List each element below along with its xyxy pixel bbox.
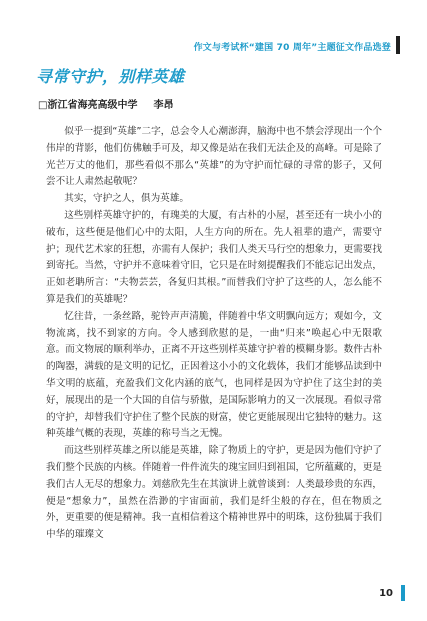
paragraph: 而这些别样英雄之所以能是英雄，除了物质上的守护，更是因为他们守护了我们整个民族的内核。伴随着一件件流失的瑰宝回归到祖国，它所蕴藏的，更是我们古人无尽的想象力。刘慈欣先生在其演讲上就曾谈到：人类最珍贵的东西，便是“想象力”，虽然在浩渺的宇宙面前，我们是纤尘般的存在，但在物质之外，更重要的便是精神。我一直相信着这个精神世界中的明珠，这份独属于我们中华的璀璨文 — [46, 445, 382, 541]
paragraph: 似乎一提到“英雄”二字，总会令人心潮澎湃，脑海中也不禁会浮现出一个个伟岸的背影，他们仿佛触手可及，却又像是站在我们无法企及的高峰。可是除了光芒万丈的他们，那些看似不那么“英雄”的为守护而忙碌的寻常的影子，又何尝不让人肃然起敬呢？ — [46, 126, 382, 188]
author-name: 李昂 — [153, 100, 174, 111]
header-bar — [396, 36, 400, 54]
article-title: 寻常守护，别样英雄 — [36, 67, 185, 86]
running-head: 作文与考试杯“建国 70 周年”主题征文作品选登 — [193, 43, 391, 53]
page-number: 10 — [379, 588, 393, 599]
article-body — [46, 124, 382, 544]
paragraph: 忆往昔，一条丝路，驼铃声声清脆，伴随着中华文明飘向远方；观如今，文物流离，找不到家的方向。令人感到欣慰的是，一曲“归来”唤起心中无限歌意。而文物展的顺利举办，正离不开这些别样英雄守护着的模糊身影。数件古朴的陶器，满载的是文明的记忆，正因着这小小的文化载体，我们才能够品读到中华文明的底蕴，充盈我们文化内涵的底气，也同样是因为守护住了这尘封的美好，展现出的是一个大国的自信与骄傲，是国际影响力的又一次展现。看似寻常的守护，却替我们守护住了整个民族的财富，使它更能展现出它独特的魅力。这种英雄气概的表现，英雄的称号当之无愧。 — [46, 310, 382, 440]
paragraph: 这些别样英雄守护的，有瑰美的大厦，有古朴的小屋，甚至还有一块小小的破布，这些便是他们心中的太阳，人生方向的所在。先人祖辈的遗产，需要守护；现代艺术家的狂想，亦需有人保护；我们人类天马行空的想象力，更需要找到寄托。当然，守护并不意味着守旧，它只是在时刻提醒我们不能忘记出发点，正如老聃所言：“夫物芸芸，各复归其根。”而替我们守护了这些的人，怎么能不算是我们的英雄呢？ — [46, 209, 382, 305]
school-name: □浙江省海亮高级中学 — [38, 100, 138, 111]
page-number-bar — [401, 585, 405, 601]
paragraph: 其实，守护之人，俱为英雄。 — [64, 193, 189, 205]
byline — [38, 96, 173, 111]
